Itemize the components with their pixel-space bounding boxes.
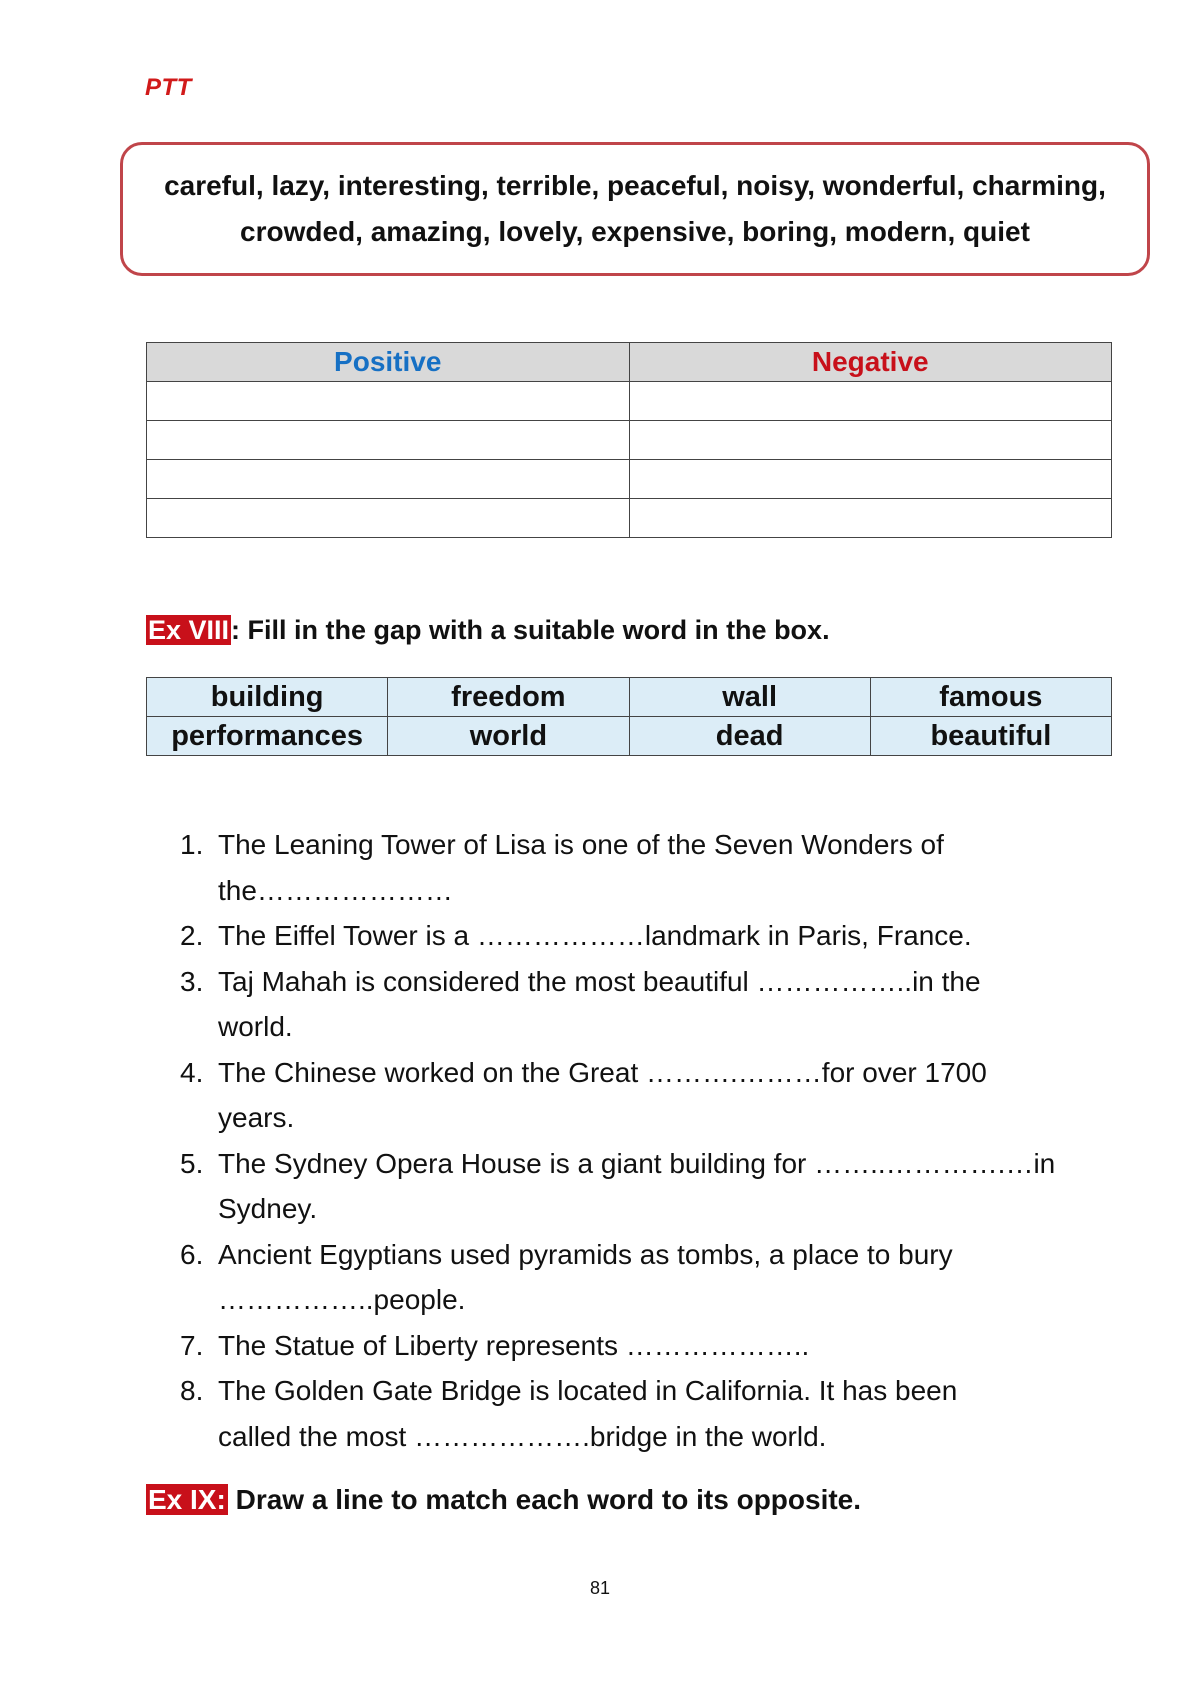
- question-text: [218, 913, 1080, 959]
- question-line: The Leaning Tower of Lisa is one of the Seven Wonders of: [218, 829, 944, 860]
- adjective-word-box: [120, 142, 1150, 276]
- question-item: [180, 1141, 1080, 1232]
- question-text: [218, 1368, 1080, 1459]
- negative-answer-cell[interactable]: [629, 460, 1112, 499]
- question-item: [180, 1232, 1080, 1323]
- document-header-mark: PTT: [145, 74, 192, 101]
- sort-table-row: [147, 499, 1112, 538]
- question-line-continued: world.: [218, 1011, 293, 1042]
- word-bank-cell: building: [147, 678, 388, 717]
- negative-answer-cell[interactable]: [629, 499, 1112, 538]
- question-number: 7.: [180, 1329, 204, 1361]
- question-item: [180, 1323, 1080, 1369]
- question-number: 2.: [180, 920, 204, 951]
- page-number: 81: [589, 1578, 611, 1598]
- question-text: [218, 1050, 1080, 1141]
- word-bank-cell: freedom: [388, 678, 629, 717]
- positive-answer-cell[interactable]: [147, 382, 630, 421]
- exercise-9-heading: [146, 1484, 861, 1516]
- word-bank-cell: wall: [629, 678, 870, 717]
- negative-answer-cell[interactable]: [629, 382, 1112, 421]
- word-bank-row: [147, 717, 1112, 756]
- question-number: 6.: [180, 1238, 204, 1270]
- positive-negative-table: [146, 342, 1112, 538]
- positive-answer-cell[interactable]: [147, 421, 630, 460]
- question-line: The Statue of Liberty represents ………………..: [218, 1329, 810, 1361]
- question-text: [218, 1323, 1080, 1369]
- word-bank-cell: beautiful: [870, 717, 1111, 756]
- question-line-continued: ……………..people.: [218, 1284, 466, 1315]
- question-number: 8.: [180, 1375, 204, 1406]
- question-line: The Sydney Opera House is a giant building for ……..………….…in: [218, 1147, 1056, 1179]
- sort-table-row: [147, 460, 1112, 499]
- word-bank-cell: dead: [629, 717, 870, 756]
- question-line-continued: years.: [218, 1102, 295, 1133]
- exercise-8-instruction: : Fill in the gap with a suitable word in the box.: [231, 615, 830, 645]
- question-line: The Golden Gate Bridge is located in California. It has been: [218, 1375, 958, 1406]
- word-bank-cell: world: [388, 717, 629, 756]
- question-number: 3.: [180, 965, 204, 997]
- sort-table-row: [147, 382, 1112, 421]
- word-bank-cell: performances: [147, 717, 388, 756]
- word-box-line-1: careful, lazy, interesting, terrible, peaceful, noisy, wonderful, charming,: [164, 170, 1106, 201]
- exercise-8-label: Ex VIII: [148, 615, 230, 645]
- question-item: [180, 1368, 1080, 1459]
- question-line-continued: the…………………: [218, 874, 453, 906]
- question-item: [180, 1050, 1080, 1141]
- positive-column-header: Positive: [147, 343, 630, 382]
- question-item: [180, 913, 1080, 959]
- sort-table-header-row: [147, 343, 1112, 382]
- question-line: The Chinese worked on the Great ……….………for over 1700: [218, 1056, 987, 1088]
- positive-answer-cell[interactable]: [147, 499, 630, 538]
- question-text: [218, 822, 1080, 913]
- word-bank-table: [146, 677, 1112, 756]
- question-number: 1.: [180, 829, 204, 860]
- word-box-line-2: crowded, amazing, lovely, expensive, boring, modern, quiet: [240, 216, 1030, 247]
- question-line-continued: called the most ……………….bridge in the world.: [218, 1420, 827, 1452]
- question-text: [218, 1141, 1080, 1232]
- negative-column-header: Negative: [629, 343, 1112, 382]
- question-text: [218, 959, 1080, 1050]
- question-text: [218, 1232, 1080, 1323]
- exercise-9-label: Ex IX:: [148, 1484, 226, 1515]
- question-line: Taj Mahah is considered the most beautiful ……………..in the: [218, 965, 981, 997]
- question-item: [180, 822, 1080, 913]
- negative-answer-cell[interactable]: [629, 421, 1112, 460]
- exercise-9-instruction: Draw a line to match each word to its opposite.: [227, 1484, 862, 1515]
- positive-answer-cell[interactable]: [147, 460, 630, 499]
- question-number: 5.: [180, 1147, 204, 1179]
- sort-table-row: [147, 421, 1112, 460]
- question-line-continued: Sydney.: [218, 1193, 318, 1224]
- word-bank-cell: famous: [870, 678, 1111, 717]
- word-bank-row: [147, 678, 1112, 717]
- exercise-8-question-list: [180, 822, 1080, 1459]
- question-line: Ancient Egyptians used pyramids as tombs, a place to bury: [218, 1238, 953, 1270]
- question-item: [180, 959, 1080, 1050]
- exercise-8-heading: [146, 615, 830, 646]
- question-number: 4.: [180, 1056, 204, 1088]
- question-line: The Eiffel Tower is a ………………landmark in Paris, France.: [218, 920, 972, 951]
